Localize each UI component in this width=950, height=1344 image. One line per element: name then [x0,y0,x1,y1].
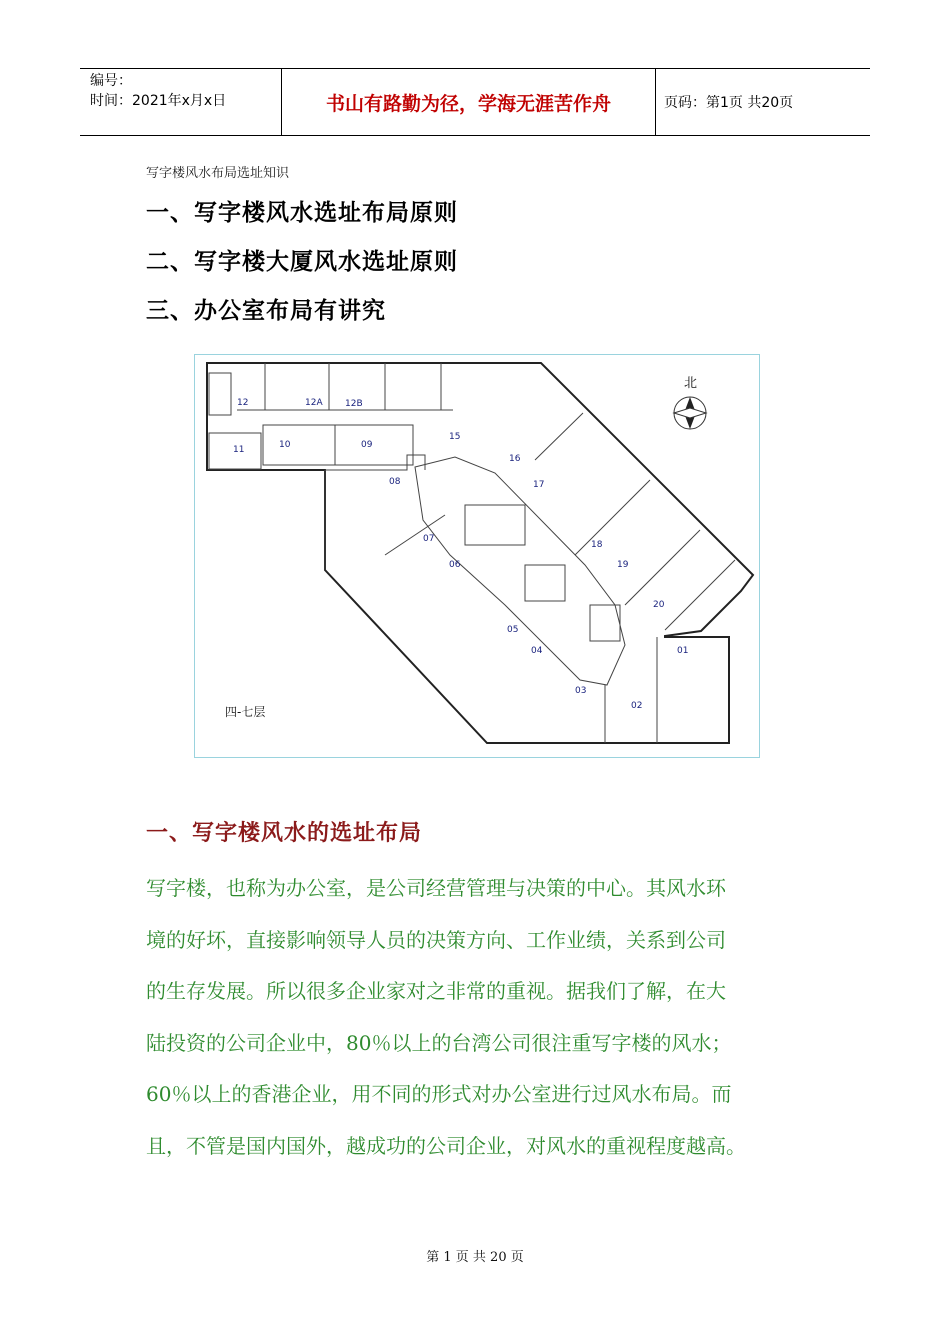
paragraph-line: 且，不管是国内国外，越成功的公司企业，对风水的重视程度越高。 [146,1133,746,1158]
header-page-info: 页码：第1页 共20页 [664,95,794,111]
room-label: 11 [233,445,245,455]
section-title: 一、写字楼风水的选址布局 [146,821,423,846]
toc-heading-2: 二、写字楼大厦风水选址原则 [146,249,458,275]
building-outline [207,363,753,743]
paragraph-line: 境的好坏，直接影响领导人员的决策方向、工作业绩，关系到公司 [146,927,726,952]
toc-heading-3: 三、办公室布局有讲究 [146,298,386,324]
room-label: 10 [279,440,291,450]
room-label: 15 [449,432,461,442]
header-motto: 书山有路勤为径，学海无涯苦作舟 [282,69,656,135]
room-label: 09 [361,440,373,450]
north-arrow-icon [674,397,706,429]
room-label: 03 [575,686,587,696]
room-label: 20 [653,600,665,610]
room-label: 06 [449,560,461,570]
room-label: 18 [591,540,603,550]
floor-plan-drawing [195,355,759,757]
room-label: 12A [305,398,323,408]
time-label: 时间：2021年x月x日 [90,93,227,109]
room-label: 08 [389,477,401,487]
room-label: 12B [345,399,363,409]
room-label: 07 [423,534,435,544]
paragraph-line: 写字楼，也称为办公室，是公司经营管理与决策的中心。其风水环 [146,876,726,900]
paragraph-line: 的生存发展。所以很多企业家对之非常的重视。据我们了解，在大 [146,979,726,1003]
room-label: 12 [237,398,249,408]
room-label: 16 [509,454,521,464]
room-label: 01 [677,646,689,656]
floor-plan-figure [194,354,760,758]
room-label: 05 [507,625,519,635]
floor-label: 四-七层 [225,705,266,719]
north-label: 北 [684,376,698,391]
paragraph-line: 陆投资的公司企业中，80％以上的台湾公司很注重写字楼的风水； [146,1030,732,1055]
paragraph-line: 60％以上的香港企业，用不同的形式对办公室进行过风水布局。而 [146,1082,732,1106]
room-label: 19 [617,560,629,570]
page-footer: 第 1 页 共 20 页 [426,1250,524,1265]
room-label: 02 [631,701,643,711]
room-label: 17 [533,480,545,490]
header-meta [80,69,282,135]
doc-subtitle: 写字楼风水布局选址知识 [146,166,290,181]
room-label: 04 [531,646,543,656]
toc-heading-1: 一、写字楼风水选址布局原则 [146,200,458,226]
section-paragraph [146,863,816,1172]
page-header [80,68,870,136]
doc-number-label: 编号： [90,73,132,89]
